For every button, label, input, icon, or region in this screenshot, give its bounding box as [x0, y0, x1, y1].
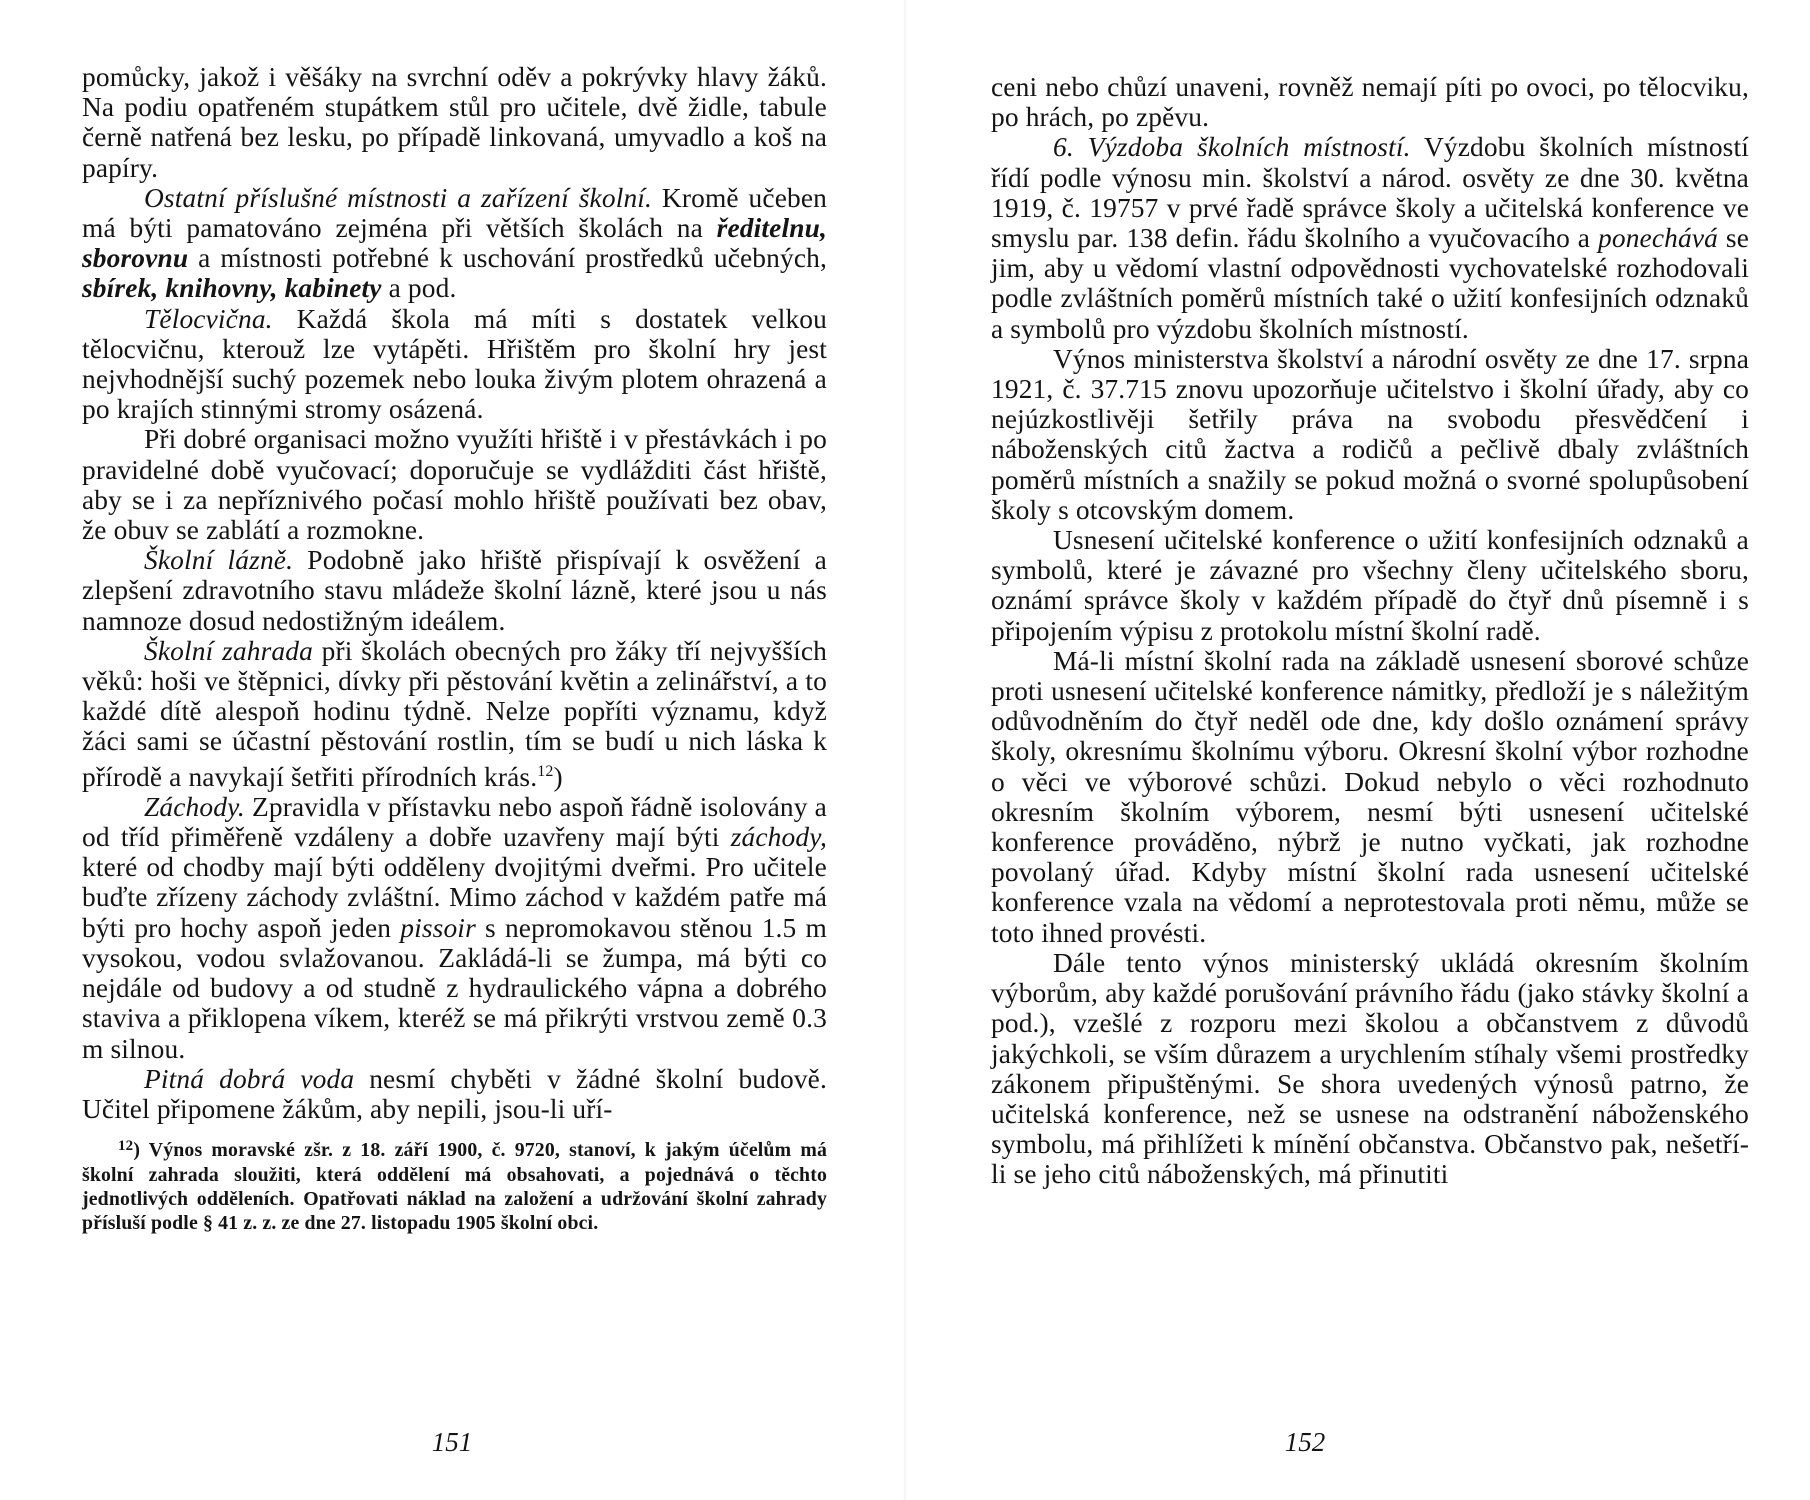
paragraph — [82, 1064, 827, 1124]
body-text: s nepromokavou stěnou 1.5 m vysokou, vodou svlažovanou. Zakládá-li se žumpa, má býti co nejdále od budovy a od studně z hydraulického vápna a dobrého staviva a přiklopena víkem, kteréž se má přikrýti vrstvou země 0.3 m silnou. — [82, 912, 827, 1064]
footnote-marker: 12 — [118, 1138, 134, 1155]
body-text: při školách obecných pro žáky tří nejvyšších věků: hoši ve štěpnici, dívky při pěstování květin a zelinářství, a to každé dítě alespoň hodinu týdně. Nelze popříti významu, když žáci sami se účastní pěstování rostlin, tím se budí u nich láska k přírodě a navykají šetřiti přírodních krás. — [82, 635, 828, 792]
paragraph — [991, 132, 1749, 343]
right-page-text — [991, 72, 1749, 1190]
emphasized-text: ponechává — [1598, 223, 1718, 254]
paragraph — [82, 62, 827, 183]
body-text: Výnos ministerstva školství a národní osvěty ze dne 17. srpna 1921, č. 37.715 znovu upozorňuje učitelstvo i školní úřady, aby co nejúzkostlivěji šetřily práva na svobodu přesvědčení i náboženských citů žactva a rodičů a pečlivě dbaly zvláštních poměrů místních a snažily se pokud možná o svorné spolupůsobení školy s otcovským domem. — [991, 343, 1749, 525]
paragraph — [991, 344, 1749, 525]
emphasized-text: záchody, — [730, 822, 827, 853]
body-text: Dále tento výnos ministerský ukládá okresním školním výborům, aby každé porušování právního řádu (jako stávky školní a pod.), vzešlé z rozporu mezi školou a občanstvem z důvodů jakýchkoli, se vším důrazem a urychlením stíhaly všemi prostředky zákonem připuštěnými. Se shora uvedených výnosů patrno, že učitelská konference, než se usnese na odstranění náboženského symbolu, má přihlížeti k mínění občanstva. Občanstvo pak, nešetří-li se jeho citů náboženských, má přinutiti — [991, 947, 1749, 1190]
body-text: Podobně jako hřiště přispívají k osvěžení a zlepšení zdravotního stavu mládeže školní lázně, které jsou u nás namnoze dosud nedostižným ideálem. — [82, 545, 827, 636]
paragraph — [82, 545, 827, 636]
emphasized-text: Školní lázně. — [144, 545, 294, 576]
paragraph — [82, 183, 827, 304]
paragraph — [82, 636, 827, 792]
left-page-text — [82, 62, 827, 1236]
footnote — [82, 1134, 827, 1236]
paragraph — [991, 72, 1749, 132]
emphasized-text: 6. Výzdoba školních místností. — [1053, 132, 1411, 163]
body-text: Výzdobu školních místností řídí podle výnosu min. školství a národ. osvěty ze dne 30. května 1919, č. 19757 v prvé řadě správce školy a učitelská konference ve smyslu par. 138 defin. řádu školního a vyučovacího a — [991, 132, 1749, 254]
emphasized-text: Záchody. — [144, 791, 245, 822]
footnote-reference: 12 — [537, 762, 554, 780]
emphasized-text: Tělocvična. — [144, 303, 273, 334]
emphasized-text: Školní zahrada — [144, 635, 313, 666]
body-text: ceni nebo chůzí unaveni, rovněž nemají píti po ovoci, po tělocviku, po hrách, po zpěvu. — [991, 72, 1749, 133]
body-text: se jim, aby u vědomí vlastní odpovědnosti vychovatelské rozhodovali podle zvláštních poměrů místních také o užití konfesijních odznaků a symbolů pro výzdobu školních místností. — [991, 223, 1750, 344]
paragraph — [82, 792, 827, 1064]
body-text: nesmí chyběti v žádné školní budově. Učitel připomene žákům, aby nepili, jsou-li uří- — [82, 1063, 827, 1124]
body-text: které od chodby mají býti odděleny dvojitými dveřmi. Pro učitele buďte zřízeny záchody zvláštní. Mimo záchod v každém patře má býti pro hochy aspoň jeden — [82, 852, 827, 943]
paragraph — [991, 948, 1749, 1190]
emphasized-text: sbírek, knihovny, kabinety — [82, 273, 382, 304]
body-text: Kromě učeben má býti pamatováno zejména při větších školách na — [82, 182, 827, 244]
paragraph — [991, 525, 1749, 646]
paragraph — [991, 646, 1749, 948]
footnote-body: ) Výnos moravské zšr. z 18. září 1900, č. 9720, stanoví, k jakým účelům má školní zahrada sloužiti, která oddělení má obsahovati, a pojednává o těchto jednotlivých odděleních. Opatřovati náklad na založení a udržování školní zahrady přísluší podle § 41 z. z. ze dne 27. listopadu 1905 školní obci. — [82, 1139, 827, 1235]
emphasized-text: Pitná dobrá voda — [144, 1063, 355, 1094]
left-page-number: 151 — [431, 1427, 473, 1457]
body-text: a místnosti potřebné k uschování prostředků učebných, — [188, 243, 827, 274]
body-text: Každá škola má míti s dostatek velkou tělocvičnu, kterouž lze vytápěti. Hřištěm pro školní hry jest nejvhodnější suchý pozemek nebo louka živým plotem ohrazená a po krajích stinnými stromy osázená. — [82, 303, 827, 425]
body-text: a pod. — [381, 273, 457, 304]
paragraph — [82, 424, 827, 545]
footnote-text — [82, 1134, 827, 1236]
body-text: Usnesení učitelské konference o užití konfesijních odznaků a symbolů, které je závazné pro všechny členy učitelského sboru, oznámí správce školy v každém případě do čtyř dnů písemně i s připojením výpisu z protokolu místní školní radě. — [991, 525, 1749, 646]
emphasized-text: Ostatní příslušné místnosti a zařízení školní. — [144, 182, 653, 213]
right-page — [905, 0, 1810, 1500]
body-text: ) — [553, 761, 563, 792]
body-text: Při dobré organisaci možno využíti hřiště i v přestávkách i po pravidelné době vyučovací; doporučuje se vydlážditi část hřiště, aby se i za nepříznivého počasí mohlo hřiště používati bez obav, že obuv se zablátí a rozmokne. — [82, 424, 827, 546]
body-text: Má-li místní školní rada na základě usnesení sborové schůze proti usnesení učitelské konference námitky, předloží je s náležitým odůvodněním do čtyř neděl ode dne, kdy došlo oznámení správy školy, okresnímu školnímu výboru. Okresní školní výbor rozhodne o věci ve výborové schůzi. Dokud nebylo o věci rozhodnuto okresním školním výborem, nesmí býti usnesení učitelské konference prováděno, nýbrž je nutno vyčkati, jak rozhodne povolaný úřad. Kdyby místní školní rada usnesení učitelské konference vzala na vědomí a neprotestovala proti němu, může se toto ihned provésti. — [991, 645, 1749, 948]
paragraph — [82, 304, 827, 425]
emphasized-text: ředitelnu, sborovnu — [82, 213, 827, 274]
right-page-number: 152 — [1284, 1427, 1326, 1457]
emphasized-text: pissoir — [400, 912, 476, 943]
body-text: Zpravidla v přístavku nebo aspoň řádně isolovány a od tříd přiměřeně vzdáleny a dobře uzavřeny mají býti — [82, 791, 827, 853]
body-text: pomůcky, jakož i věšáky na svrchní oděv a pokrývky hlavy žáků. Na podiu opatřeném stupátkem stůl pro učitele, dvě židle, tabule černě natřená bez lesku, po případě linkovaná, umyvadlo a koš na papíry. — [82, 62, 827, 183]
